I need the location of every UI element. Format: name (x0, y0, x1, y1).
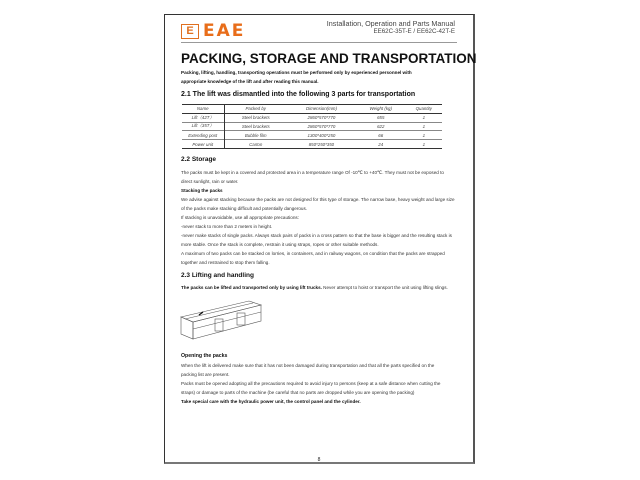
text-line: When the lift is delivered make sure that it has not been damaged during transportation and that all the parts specified on the (181, 363, 435, 368)
eae-logo (181, 23, 267, 39)
cell: 622 (377, 123, 385, 129)
table-row (182, 140, 442, 149)
table-row (182, 113, 442, 122)
col-header: Dimension(mm) (305, 106, 337, 112)
text-line: -never make stacks of single packs. Always stack pairs of packs in a cross pattern so that the base is bigger and the resulting stack is (181, 233, 452, 238)
parts-table (182, 104, 442, 149)
cell: 2860*570*770 (307, 123, 336, 129)
text-line: Packs must be opened adopting all the precautions required to avoid injury to persons (keep at a safe distance when cutting the (181, 381, 441, 386)
final-warning: Take special care with the hydraulic power unit, the control panel and the cylinder. (181, 399, 361, 404)
section-2-3-heading: 2.3 Lifting and handling (181, 272, 254, 279)
table-row (182, 122, 442, 131)
model-numbers: EE62C-35T-E / EE62C-42T-E (373, 28, 455, 35)
cell: 850*250*350 (308, 141, 335, 147)
cell: 1 (422, 115, 426, 121)
cell: 66 (378, 132, 384, 138)
cell: Power unit (182, 140, 224, 149)
cell: 655 (377, 115, 385, 121)
cell: 1 (422, 123, 426, 129)
text-line: packing list are present. (181, 372, 230, 377)
text-line: A maximum of two packs can be stacked on lorries, in containers, and in railway wagons, on condition that the packs are strapped (181, 251, 445, 256)
page-title: PACKING, STORAGE AND TRANSPORTATION (181, 51, 477, 66)
cell: Steel brackets (241, 123, 270, 129)
cell: 1300*400*250 (307, 132, 336, 138)
text: Never attempt to hoist or transport the unit using lifting slings. (321, 285, 448, 290)
manual-title: Installation, Operation and Parts Manual (326, 19, 455, 28)
cell: 24 (378, 141, 384, 147)
text-line: direct sunlight, rain or water. (181, 179, 239, 184)
logo-text: EAE (203, 21, 246, 41)
text-line (181, 285, 448, 290)
cell: Steel brackets (241, 115, 270, 121)
cell: 1 (422, 141, 426, 147)
section-2-1-heading: 2.1 The lift was dismantled into the following 3 parts for transportation (181, 91, 416, 98)
page-number: 8 (317, 457, 321, 463)
logo-mark-icon: E (181, 24, 199, 39)
intro-line: appropriate knowledge of the lift and after reading this manual. (181, 79, 319, 84)
bold-text: The packs can be lifted and transported only by using lift trucks. (181, 285, 322, 290)
text-line: The packs must be kept in a covered and protected area in a temperature range Of -10℃ to +40℃. They must not be exposed to (181, 170, 444, 175)
text-line: -never stack to more than 2 meters in height. (181, 224, 273, 229)
header-divider (181, 42, 457, 43)
table-header-row (182, 105, 442, 114)
cell: Extending post (182, 131, 224, 140)
document-page (164, 14, 475, 464)
cell: Carton (249, 141, 263, 147)
text-line: If stacking is unavoidable, use all appropriate precautions: (181, 215, 299, 220)
text-line: We advise against stacking because the packs are not designed for this type of storage. The narrow base, heavy weight and large size (181, 197, 455, 202)
text-line: together and restrained to stop them falling. (181, 260, 270, 265)
text-line: straps) or damage to parts of the machine (be careful that no parts are dropped while you are opening the packing) (181, 390, 415, 395)
col-header: Quantity (415, 106, 432, 112)
cell: 2860*570*770 (307, 115, 336, 121)
opening-subheading: Opening the packs (181, 353, 228, 359)
cell: 1 (422, 132, 426, 138)
intro-line: Packing, lifting, handling, transporting operations must be performed only by experienced personnel with (181, 70, 412, 75)
col-header: Weight (kg) (369, 106, 392, 112)
table-row (182, 131, 442, 140)
text-line: more stable. Once the stack is complete, restrain it using straps, ropes or other suitable methods. (181, 242, 379, 247)
cell: Bubble film (244, 132, 267, 138)
col-header: Name (182, 105, 224, 114)
text-line: of the packs make stacking difficult and potentially dangerous. (181, 206, 308, 211)
section-2-2-heading: 2.2 Storage (181, 156, 217, 163)
packed-lift-illustration (179, 295, 265, 341)
stacking-subheading: Stacking the packs (181, 188, 223, 193)
col-header: Packed by (245, 106, 266, 112)
cell: Lift（35T） (182, 122, 224, 131)
cell: Lift（42T） (182, 113, 224, 122)
